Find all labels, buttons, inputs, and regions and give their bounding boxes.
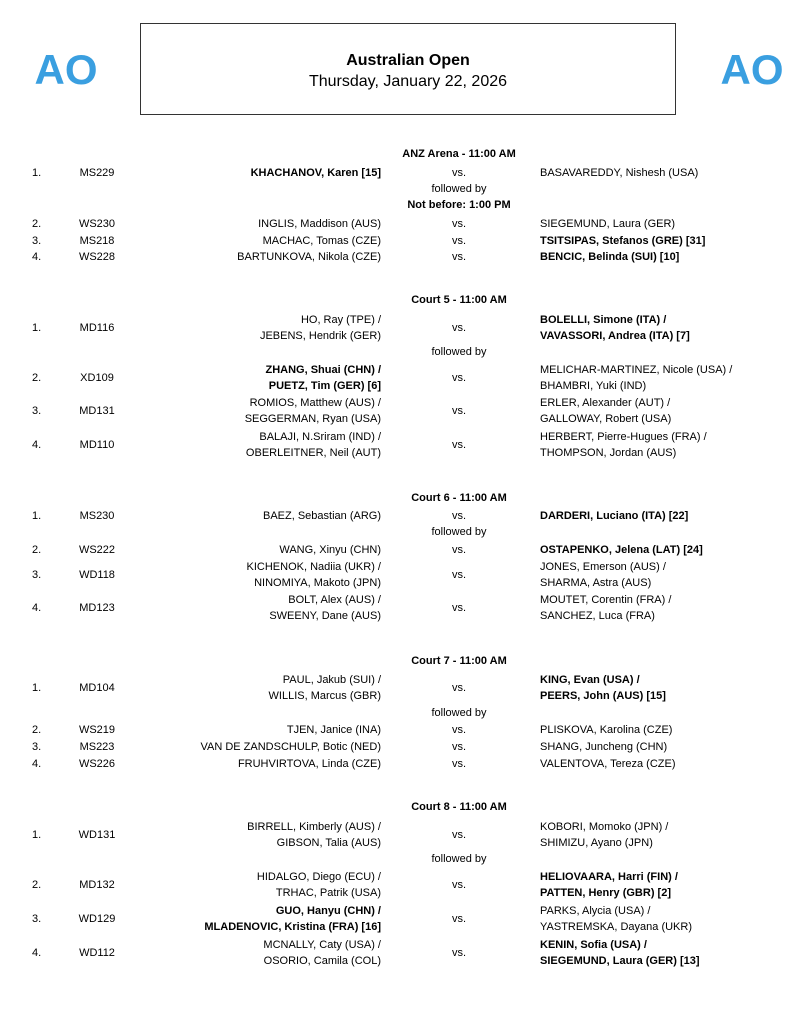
player-right xyxy=(540,672,800,704)
player-right xyxy=(540,362,800,394)
match-number: 4. xyxy=(32,947,42,959)
player-name: SANCHEZ, Luca (FRA) xyxy=(540,610,655,622)
player-right xyxy=(540,508,800,524)
player-left xyxy=(140,903,381,935)
player-name: KENIN, Sofia (USA) / xyxy=(540,939,647,951)
vs-label: vs. xyxy=(451,569,467,581)
player-right xyxy=(540,559,800,591)
player-name: DARDERI, Luciano (ITA) [22] xyxy=(540,510,689,522)
court-title xyxy=(0,294,812,306)
player-name: JONES, Emerson (AUS) / xyxy=(540,561,666,573)
event-code: WD112 xyxy=(79,947,115,959)
player-name: VAN DE ZANDSCHULP, Botic (NED) xyxy=(200,741,381,753)
player-name: GALLOWAY, Robert (USA) xyxy=(540,413,672,425)
event-code: WD129 xyxy=(78,913,116,925)
player-name: THOMPSON, Jordan (AUS) xyxy=(540,447,677,459)
player-left xyxy=(140,165,381,181)
court-title xyxy=(0,148,812,160)
player-name: WANG, Xinyu (CHN) xyxy=(279,544,381,556)
player-name: KICHENOK, Nadiia (UKR) / xyxy=(246,561,381,573)
player-name: SWEENY, Dane (AUS) xyxy=(269,610,381,622)
match-number: 4. xyxy=(32,251,42,263)
event-code: WS226 xyxy=(78,758,116,770)
player-right xyxy=(540,592,800,624)
match-number: 2. xyxy=(32,372,42,384)
schedule-note: followed by xyxy=(431,346,487,358)
player-right xyxy=(540,756,800,772)
player-name: BAEZ, Sebastian (ARG) xyxy=(263,510,381,522)
player-name: MOUTET, Corentin (FRA) / xyxy=(540,594,672,606)
player-name: WILLIS, Marcus (GBR) xyxy=(268,690,381,702)
player-name: OBERLEITNER, Neil (AUT) xyxy=(245,447,381,459)
player-name: PAUL, Jakub (SUI) / xyxy=(282,674,381,686)
player-name: HIDALGO, Diego (ECU) / xyxy=(256,871,381,883)
player-right xyxy=(540,249,800,265)
player-name: INGLIS, Maddison (AUS) xyxy=(258,218,381,230)
schedule-note: followed by xyxy=(431,183,487,195)
event-code: MS218 xyxy=(79,235,115,247)
player-left xyxy=(140,672,381,704)
match-number: 3. xyxy=(32,913,42,925)
event-code: WS222 xyxy=(78,544,116,556)
event-code: MS230 xyxy=(79,510,115,522)
player-name: BHAMBRI, Yuki (IND) xyxy=(540,380,647,392)
schedule-note: Not before: 1:00 PM xyxy=(407,199,511,211)
vs-label: vs. xyxy=(451,235,467,247)
vs-label: vs. xyxy=(451,510,467,522)
vs-label: vs. xyxy=(451,251,467,263)
event-code: MD131 xyxy=(79,405,115,417)
player-right xyxy=(540,165,800,181)
vs-label: vs. xyxy=(451,602,467,614)
vs-label: vs. xyxy=(451,913,467,925)
player-right xyxy=(540,429,800,461)
player-name: SHARMA, Astra (AUS) xyxy=(540,577,652,589)
schedule-note: followed by xyxy=(431,707,487,719)
match-number: 4. xyxy=(32,602,42,614)
player-right xyxy=(540,739,800,755)
court-title-text: Court 7 - 11:00 AM xyxy=(411,655,507,667)
player-name: BOLT, Alex (AUS) / xyxy=(288,594,381,606)
vs-label: vs. xyxy=(451,829,467,841)
player-name: SIEGEMUND, Laura (GER) [13] xyxy=(540,955,700,967)
player-left xyxy=(140,559,381,591)
player-right xyxy=(540,903,800,935)
player-left xyxy=(140,542,381,558)
match-number: 1. xyxy=(32,510,42,522)
player-name: KING, Evan (USA) / xyxy=(540,674,640,686)
player-left xyxy=(140,869,381,901)
event-code: WS219 xyxy=(78,724,116,736)
event-code: WD118 xyxy=(79,569,115,581)
schedule-note: followed by xyxy=(431,853,487,865)
player-name: ERLER, Alexander (AUT) / xyxy=(540,397,671,409)
player-left xyxy=(140,362,381,394)
vs-label: vs. xyxy=(451,372,467,384)
vs-label: vs. xyxy=(451,405,467,417)
player-left xyxy=(140,722,381,738)
player-name: SIEGEMUND, Laura (GER) xyxy=(540,218,676,230)
player-right xyxy=(540,312,800,344)
player-name: BALAJI, N.Sriram (IND) / xyxy=(259,431,381,443)
player-left xyxy=(140,592,381,624)
player-right xyxy=(540,542,800,558)
event-code: MD132 xyxy=(79,879,115,891)
player-name: TJEN, Janice (INA) xyxy=(286,724,381,736)
player-left xyxy=(140,249,381,265)
vs-label: vs. xyxy=(451,544,467,556)
match-number: 3. xyxy=(32,235,42,247)
player-name: TRHAC, Patrik (USA) xyxy=(275,887,381,899)
player-name: BOLELLI, Simone (ITA) / xyxy=(540,314,667,326)
match-number: 3. xyxy=(32,405,42,417)
event-code: MD110 xyxy=(79,439,115,451)
player-left xyxy=(140,937,381,969)
player-name: BENCIC, Belinda (SUI) [10] xyxy=(540,251,680,263)
player-left xyxy=(140,429,381,461)
event-code: MD123 xyxy=(79,602,115,614)
match-number: 2. xyxy=(32,879,42,891)
match-number: 2. xyxy=(32,544,42,556)
svg-text:AO: AO xyxy=(34,50,98,90)
vs-label: vs. xyxy=(451,218,467,230)
event-code: MD104 xyxy=(79,682,115,694)
vs-label: vs. xyxy=(451,439,467,451)
event-code: MD116 xyxy=(79,322,115,334)
match-number: 2. xyxy=(32,218,42,230)
svg-text:AO: AO xyxy=(720,50,784,90)
event-code: MS229 xyxy=(79,167,115,179)
vs-label: vs. xyxy=(451,167,467,179)
player-name: HELIOVAARA, Harri (FIN) / xyxy=(540,871,678,883)
player-left xyxy=(140,312,381,344)
player-name: PEERS, John (AUS) [15] xyxy=(540,690,666,702)
court-title-text: Court 5 - 11:00 AM xyxy=(411,294,507,306)
player-name: YASTREMSKA, Dayana (UKR) xyxy=(540,921,693,933)
player-name: SHIMIZU, Ayano (JPN) xyxy=(540,837,653,849)
player-name: MCNALLY, Caty (USA) / xyxy=(263,939,381,951)
event-code: XD109 xyxy=(80,372,114,384)
event-code: MS223 xyxy=(79,741,115,753)
schedule-date: Thursday, January 22, 2026 xyxy=(308,73,508,90)
player-name: OSTAPENKO, Jelena (LAT) [24] xyxy=(540,544,703,556)
player-right xyxy=(540,216,800,232)
schedule-note: followed by xyxy=(431,526,487,538)
match-number: 4. xyxy=(32,439,42,451)
player-name: MACHAC, Tomas (CZE) xyxy=(262,235,381,247)
court-title-text: Court 6 - 11:00 AM xyxy=(411,492,507,504)
player-name: BARTUNKOVA, Nikola (CZE) xyxy=(237,251,381,263)
player-name: BIRRELL, Kimberly (AUS) / xyxy=(247,821,381,833)
player-left xyxy=(140,233,381,249)
player-right xyxy=(540,819,800,851)
player-left xyxy=(140,756,381,772)
player-name: KOBORI, Momoko (JPN) / xyxy=(540,821,669,833)
player-right xyxy=(540,869,800,901)
player-name: HO, Ray (TPE) / xyxy=(300,314,381,326)
match-number: 1. xyxy=(32,829,42,841)
vs-label: vs. xyxy=(451,879,467,891)
vs-label: vs. xyxy=(451,322,467,334)
tournament-title: Australian Open xyxy=(346,52,470,69)
player-name: GIBSON, Talia (AUS) xyxy=(276,837,381,849)
player-right xyxy=(540,395,800,427)
player-right xyxy=(540,233,800,249)
player-name: PARKS, Alycia (USA) / xyxy=(540,905,651,917)
player-name: ROMIOS, Matthew (AUS) / xyxy=(249,397,381,409)
vs-label: vs. xyxy=(451,682,467,694)
player-name: PLISKOVA, Karolina (CZE) xyxy=(540,724,673,736)
player-name: BASAVAREDDY, Nishesh (USA) xyxy=(540,167,699,179)
court-title-text: ANZ Arena - 11:00 AM xyxy=(402,148,516,160)
match-number: 1. xyxy=(32,322,42,334)
player-right xyxy=(540,722,800,738)
player-name: MLADENOVIC, Kristina (FRA) [16] xyxy=(204,921,381,933)
player-name: SEGGERMAN, Ryan (USA) xyxy=(244,413,381,425)
court-title xyxy=(0,655,812,667)
match-number: 4. xyxy=(32,758,42,770)
event-code: WS228 xyxy=(78,251,116,263)
court-title-text: Court 8 - 11:00 AM xyxy=(411,801,507,813)
match-number: 2. xyxy=(32,724,42,736)
player-name: PATTEN, Henry (GBR) [2] xyxy=(540,887,671,899)
player-name: KHACHANOV, Karen [15] xyxy=(250,167,381,179)
match-number: 1. xyxy=(32,682,42,694)
player-name: GUO, Hanyu (CHN) / xyxy=(275,905,381,917)
vs-label: vs. xyxy=(451,758,467,770)
match-number: 1. xyxy=(32,167,42,179)
player-left xyxy=(140,395,381,427)
vs-label: vs. xyxy=(451,947,467,959)
court-title xyxy=(0,492,812,504)
player-name: HERBERT, Pierre-Hugues (FRA) / xyxy=(540,431,707,443)
player-name: VAVASSORI, Andrea (ITA) [7] xyxy=(540,330,690,342)
vs-label: vs. xyxy=(451,724,467,736)
court-title xyxy=(0,801,812,813)
player-left xyxy=(140,819,381,851)
player-name: FRUHVIRTOVA, Linda (CZE) xyxy=(237,758,381,770)
match-number: 3. xyxy=(32,569,42,581)
player-name: MELICHAR-MARTINEZ, Nicole (USA) / xyxy=(540,364,733,376)
player-name: PUETZ, Tim (GER) [6] xyxy=(268,380,381,392)
player-name: TSITSIPAS, Stefanos (GRE) [31] xyxy=(540,235,706,247)
player-name: VALENTOVA, Tereza (CZE) xyxy=(540,758,676,770)
match-number: 3. xyxy=(32,741,42,753)
player-name: SHANG, Juncheng (CHN) xyxy=(540,741,668,753)
event-code: WS230 xyxy=(78,218,116,230)
event-code: WD131 xyxy=(78,829,116,841)
player-name: ZHANG, Shuai (CHN) / xyxy=(265,364,381,376)
player-left xyxy=(140,508,381,524)
vs-label: vs. xyxy=(451,741,467,753)
player-name: NINOMIYA, Makoto (JPN) xyxy=(254,577,381,589)
player-left xyxy=(140,216,381,232)
player-left xyxy=(140,739,381,755)
player-name: OSORIO, Camila (COL) xyxy=(263,955,381,967)
player-name: JEBENS, Hendrik (GER) xyxy=(259,330,381,342)
player-right xyxy=(540,937,800,969)
